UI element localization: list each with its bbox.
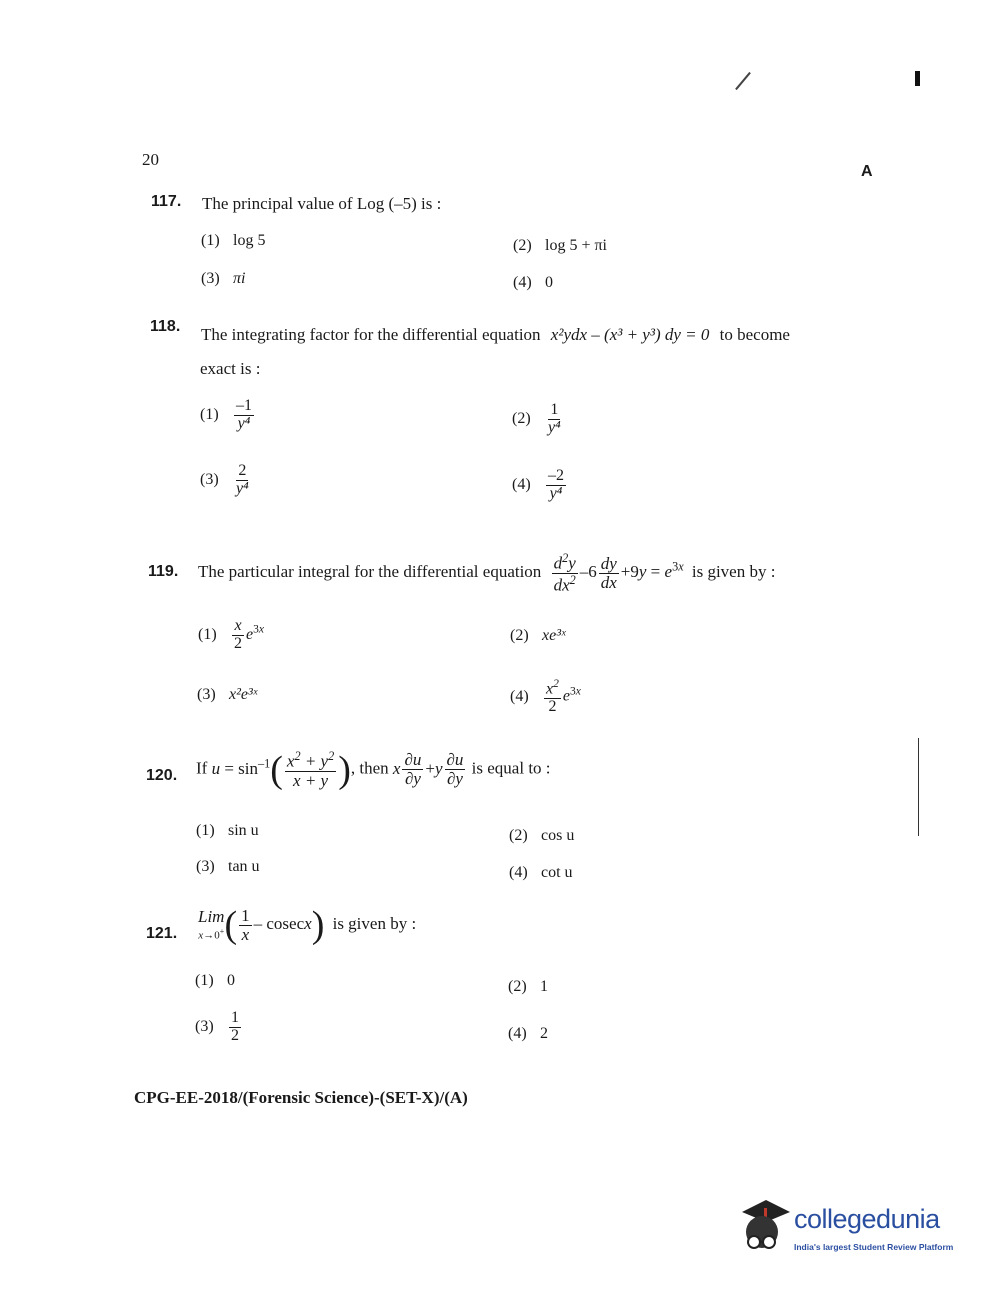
option-3: (3) x²e³ˣ xyxy=(197,686,258,703)
brand-tagline: India's largest Student Review Platform xyxy=(794,1242,954,1252)
pen-mark xyxy=(735,72,751,90)
option-2: (2) cos u xyxy=(509,827,575,844)
question-number: 120. xyxy=(146,767,178,784)
page-mark xyxy=(915,71,920,86)
option-3: (3) πi xyxy=(201,270,246,287)
option-2: (2) log 5 + πi xyxy=(513,237,607,254)
question-text: If $u = \sin^{-1}$( $\frac{x^2 + y^2}{x + y}$ ), then x $\frac{\partial u}{\partial y}$ +y $\frac{\partial u}{\partial y}$ is equal to : xyxy=(196,748,551,791)
brand-name: collegedunia xyxy=(794,1204,940,1234)
option-1: (1) log 5 xyxy=(201,232,266,249)
question-text: The integrating factor for the differential equation x²ydx – (x³ + y³) dy = 0 to become xyxy=(201,325,790,344)
option-3: (3) $\frac{2}{\text{y⁴}}$ xyxy=(200,462,249,497)
mascot-icon xyxy=(736,1198,794,1258)
margin-line xyxy=(918,738,919,836)
option-3: (3) $\frac{1}{2}$ xyxy=(195,1009,239,1044)
option-4: (4) 0 xyxy=(513,274,553,291)
question-number: 118. xyxy=(150,318,181,335)
option-1: (1) 0 xyxy=(195,972,235,989)
footer-code: CPG-EE-2018/(Forensic Science)-(SET-X)/(A) xyxy=(134,1088,468,1107)
option-4: (4) $\frac{-2}{\text{y⁴}}$ xyxy=(512,467,564,502)
limit-formula: Lim x→0+ ( $\frac{1}{x}$ – cosecx) xyxy=(198,904,325,946)
question-text: Lim x→0+ ( $\frac{1}{x}$ – cosecx) is given by : xyxy=(198,904,417,946)
option-1: (1) $\frac{-1}{\text{y⁴}}$ xyxy=(200,397,252,432)
question-number: 119. xyxy=(148,563,179,580)
question-number: 117. xyxy=(151,193,182,210)
option-1: (1) $\frac{x}{2}$ $e^{3x}$ xyxy=(198,617,264,652)
option-4: (4) $\frac{x^2}{2}$ $e^{3x}$ xyxy=(510,678,581,716)
definition-formula: $u = \sin^{-1}$( $\frac{x^2 + y^2}{x + y}$ ) xyxy=(211,748,351,791)
question-text: The principal value of Log (–5) is : xyxy=(202,194,442,213)
differential-equation: x²ydx – (x³ + y³) dy = 0 xyxy=(550,325,710,344)
expression-formula: x $\frac{\partial u}{\partial y}$ +y $\frac{\partial u}{\partial y}$ xyxy=(392,750,464,789)
option-2: (2) xe³ˣ xyxy=(510,627,566,644)
option-4: (4) cot u xyxy=(509,864,573,881)
option-4: (4) 2 xyxy=(508,1025,548,1042)
question-number: 121. xyxy=(146,925,178,942)
question-text: The particular integral for the differential equation $\frac{d^2y}{dx^2}$ –6 $\frac{dy}{dx}$ $+9y = e^{3x}$ is given by : xyxy=(198,551,776,595)
option-1: (1) sin u xyxy=(196,822,259,839)
set-letter: A xyxy=(861,163,873,180)
option-2: (2) $\frac{1}{\text{y⁴}}$ xyxy=(512,401,561,436)
question-text-line2: exact is : xyxy=(200,359,261,378)
collegedunia-logo xyxy=(736,1198,966,1262)
option-2: (2) 1 xyxy=(508,978,548,995)
page-number: 20 xyxy=(142,150,159,169)
differential-equation: $\frac{d^2y}{dx^2}$ –6 $\frac{dy}{dx}$ $+9y = e^{3x}$ xyxy=(553,551,684,595)
option-3: (3) tan u xyxy=(196,858,260,875)
